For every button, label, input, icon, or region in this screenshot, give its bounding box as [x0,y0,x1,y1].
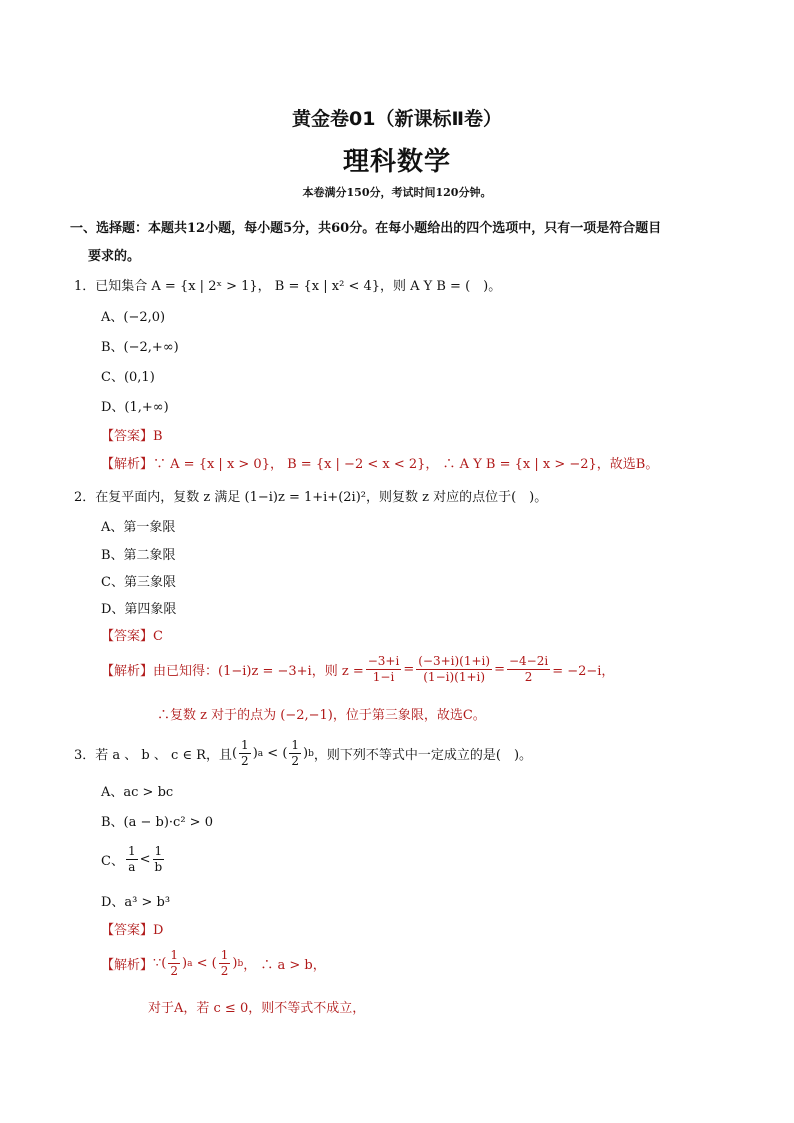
q1-analysis [101,453,658,472]
q2-analysis: 【解析】 由已知得：(1−i)z = −3+i，则 z = $\frac{-3+i}{1-i}$ = $\frac{(-3+i)(1+i)}{(1-i)(1+i)}$ = $\frac{-4-2i}{2}$ = −2−i， [101,654,615,684]
q2-analysis-lead: 由已知得：(1−i)z = −3+i，则 z = [153,664,364,679]
q2-fraction-3-num: −4−2i [508,654,549,668]
answer-label: 【答案】 [101,923,154,938]
q3-stem: 3．若 a 、 b 、 c ∈ R，且 ( $\frac{1}{2}$ ) a < ( $\frac{1}{2}$ ) b ，则下列不等式中一定成立的是( )。 [74,738,533,768]
q3-analysis-tail: ， ∴ a > b， [243,958,326,973]
q1-analysis-text: ∵ A = {x | x > 0}， B = {x | −2 < x < 2}， ∴ A Y B = {x | x > −2}，故选B。 [153,457,659,472]
q3-half-fraction: $\frac{1}{2}$ [291,738,300,768]
q2-fraction-1-num: −3+i [367,654,400,668]
q3-exp-a: a [257,748,264,759]
q3-exp-b: b [237,958,244,969]
q1-option-d: D、(1,+∞) [101,400,169,415]
q3-exp-a: a [187,958,193,969]
q3-analysis-lead: ∵ [153,956,162,971]
q1-option-b: B、(−2,+∞) [101,340,179,355]
q3-option-d: D、a³ > b³ [101,895,171,910]
q2-option-c: C、第三象限 [101,575,176,590]
q2-stem: 2．在复平面内，复数 z 满足 (1−i)z = 1+i+(2i)²，则复数 z 对应的点位于( )。 [74,490,548,505]
q1-option-c: C、(0,1) [101,370,155,385]
exam-note: 本卷满分150分，考试时间120分钟。 [302,186,492,199]
q3-half-fraction: $\frac{1}{2}$ [170,948,179,978]
q3-option-a: A、ac > bc [101,785,174,800]
section-heading: 一、选择题：本题共12小题，每小题5分，共60分。在每小题给出的四个选项中，只有一项是符合题目 [70,221,662,236]
q2-fraction-1 [366,654,402,685]
q3-half-fraction: $\frac{1}{2}$ [220,948,229,978]
q3-half-fraction: $\frac{1}{2}$ [241,738,249,768]
analysis-label: 【解析】 [101,958,154,973]
q2-answer [101,625,163,644]
q3-option-b: B、(a − b)·c² > 0 [101,815,213,830]
q2-fraction-3-den: 2 [524,670,533,684]
q2-fraction-3 [507,654,550,685]
q3-stem-lead: 3．若 a 、 b 、 c ∈ R，且 [74,748,232,763]
q3-option-c: C、 $\frac{1}{a}$ < $\frac{1}{b}$ [101,844,163,874]
answer-label: 【答案】 [101,629,154,644]
paper-subtitle: 理科数学 [342,147,451,177]
q1-answer-value: B [153,429,163,444]
q2-fraction-2-num: (−3+i)(1+i) [418,654,491,668]
q1-answer [101,425,163,444]
q3-option-c-left: $\frac{1}{a}$ [127,844,136,874]
q2-option-d: D、第四象限 [101,602,177,617]
q3-exp-b: b [308,748,314,759]
q3-stem-tail: ，则下列不等式中一定成立的是( )。 [313,748,533,763]
q3-analysis-line2: 对于A，若 c ≤ 0，则不等式不成立， [148,1001,366,1016]
q3-answer-value: D [153,923,164,938]
q2-fraction-2-den: (1−i)(1+i) [423,670,486,684]
q2-option-b: B、第二象限 [101,548,176,563]
q3-analysis: 【解析】 ∵ ( $\frac{1}{2}$ ) a < ( $\frac{1}{2}$ ) b ， ∴ a > b， [101,948,326,978]
section-heading-cont: 要求的。 [88,249,141,264]
q3-answer [101,919,163,938]
q1-stem: 1．已知集合 A = {x | 2ˣ > 1}， B = {x | x² < 4}，则 A Y B = ( )。 [74,279,502,294]
analysis-label: 【解析】 [101,457,154,472]
q2-option-a: A、第一象限 [101,520,176,535]
q3-option-c-label: C、 [101,854,124,869]
analysis-label: 【解析】 [101,664,154,679]
answer-label: 【答案】 [101,429,154,444]
q2-analysis-tail: = −2−i， [552,664,615,679]
q2-fraction-1-den: 1−i [372,670,395,684]
q3-option-c-right: $\frac{1}{b}$ [154,844,163,874]
q2-fraction-2 [416,654,492,685]
paper-title: 黄金卷01（新课标Ⅱ卷） [292,108,502,130]
q2-analysis-line2: ∴复数 z 对于的点为 (−2,−1)，位于第三象限，故选C。 [157,708,486,723]
q2-answer-value: C [153,629,163,644]
q1-option-a: A、(−2,0) [101,310,166,325]
